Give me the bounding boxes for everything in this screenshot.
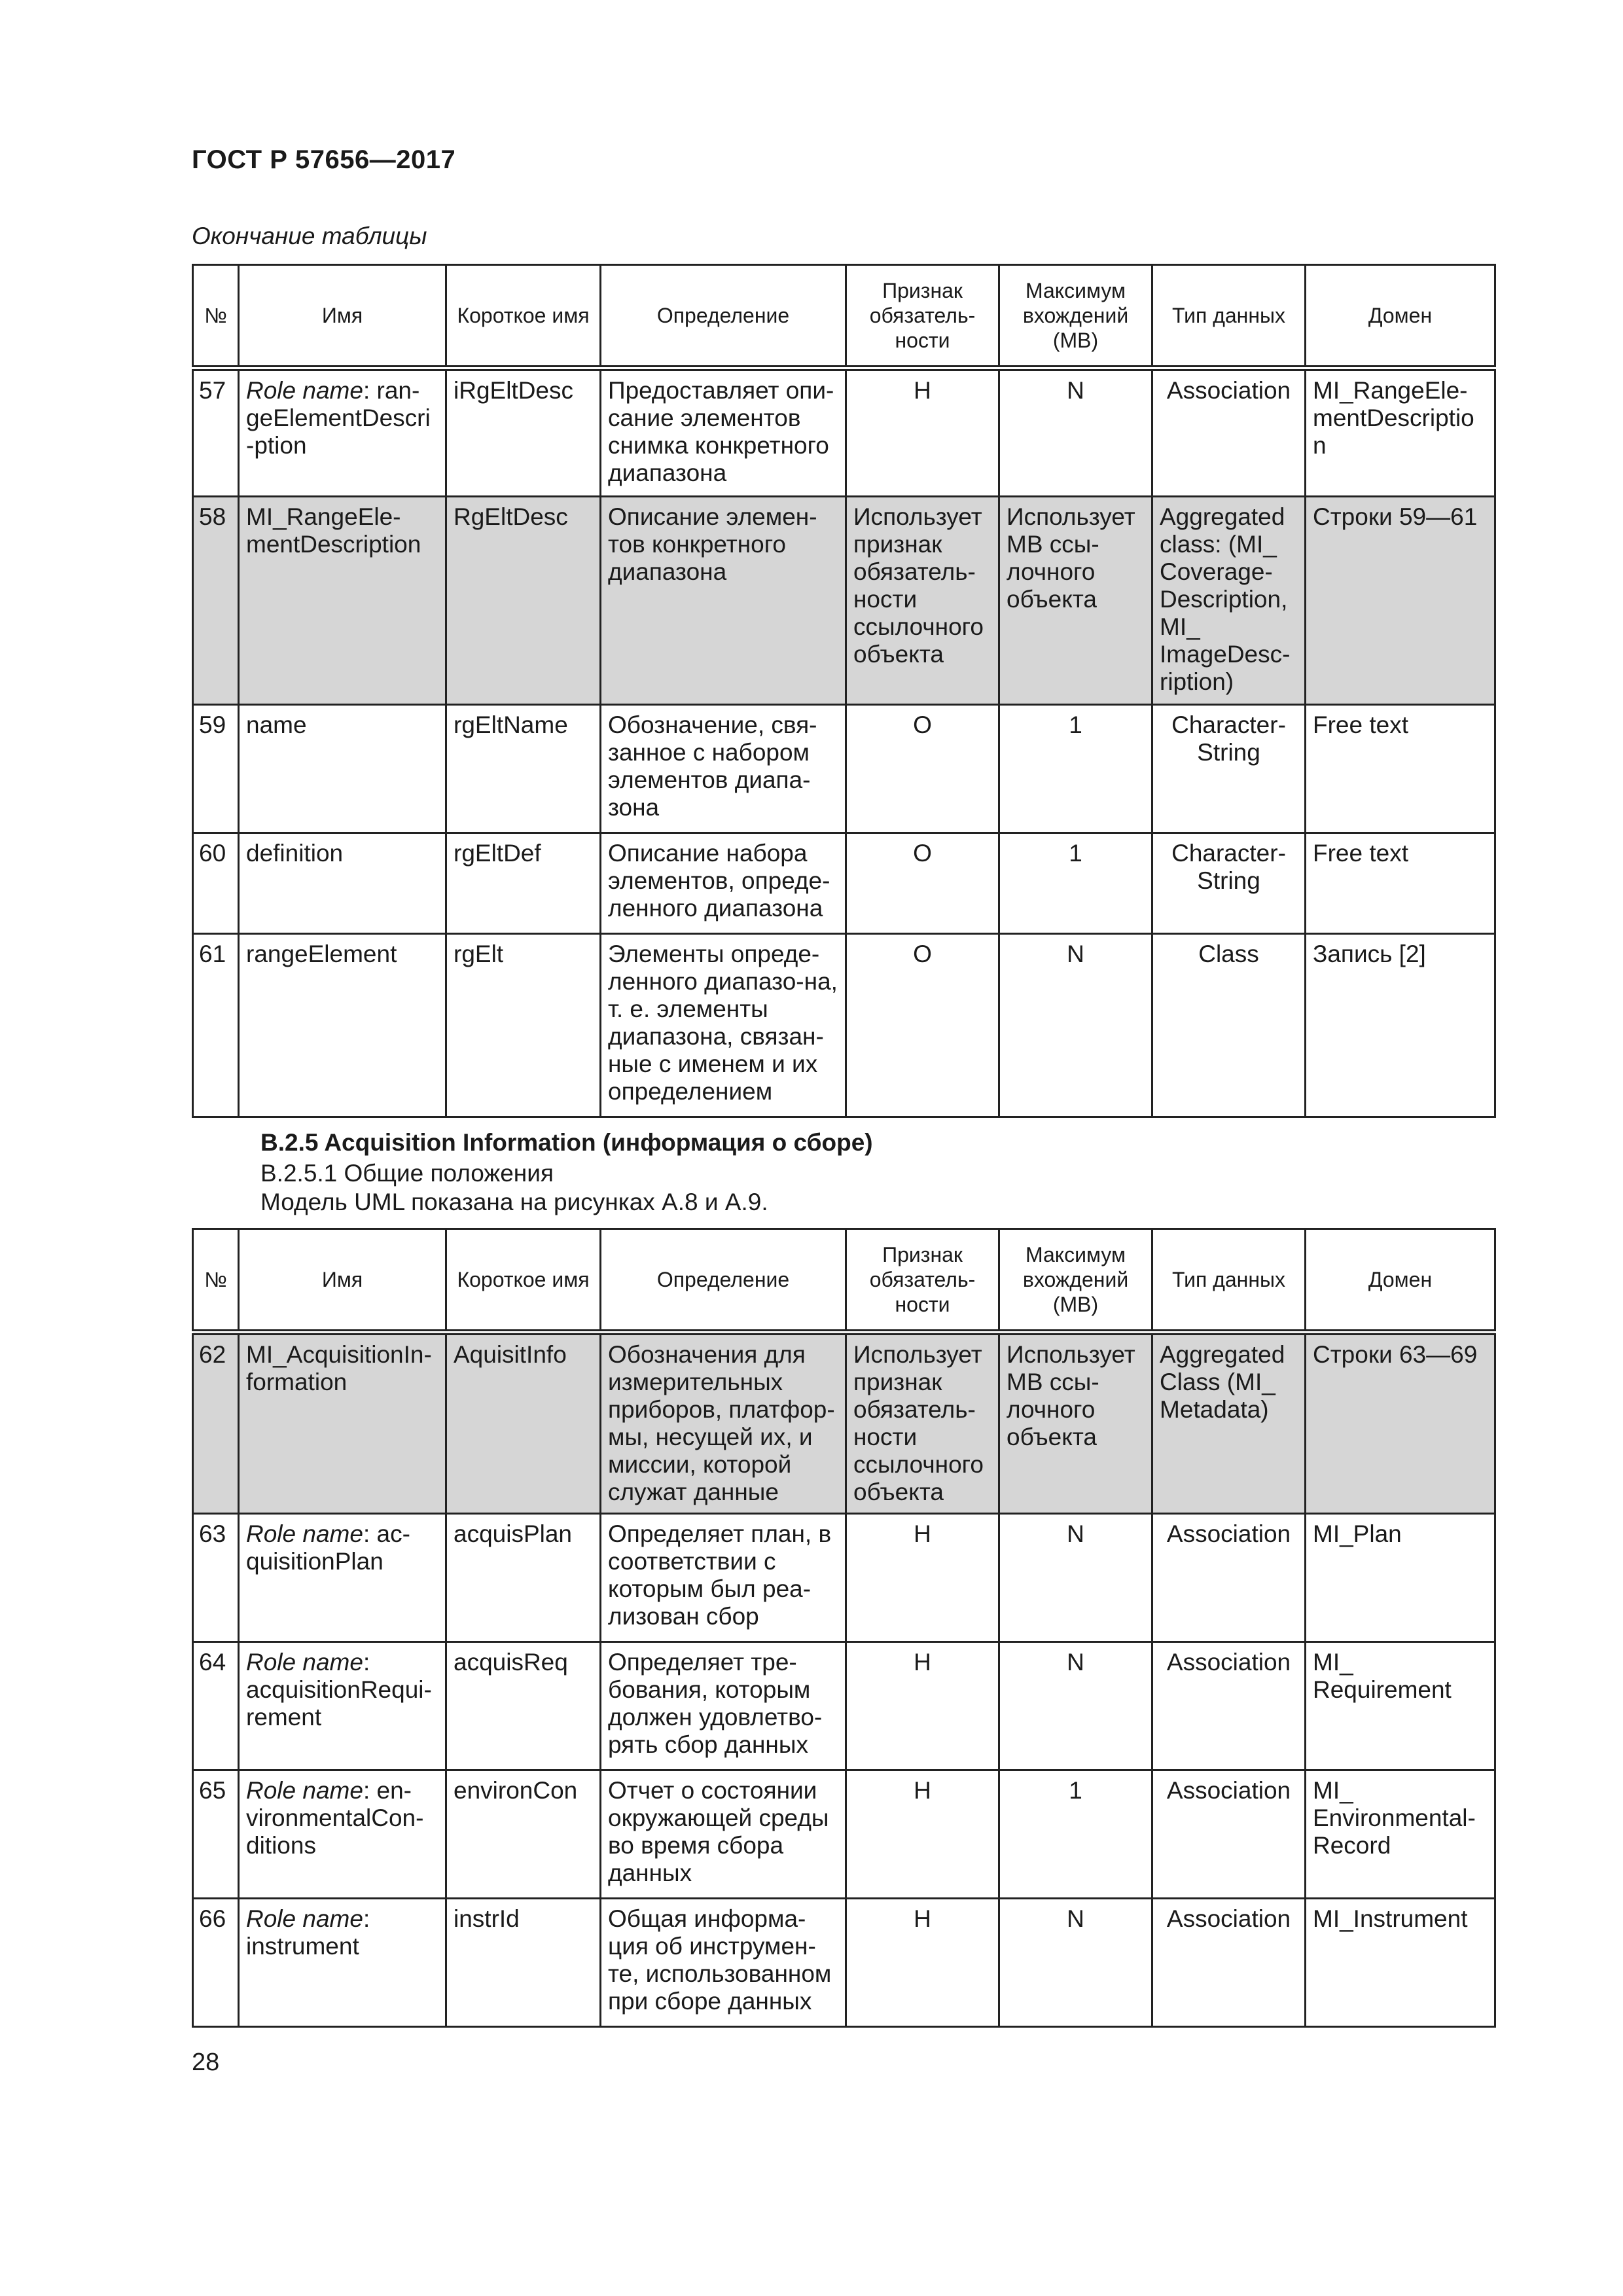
cell-definition: Определяет план, в соответствии с которым был реа-лизован сбор: [601, 1514, 846, 1642]
cell-obligation: Н: [846, 1899, 999, 2027]
cell-obligation: Н: [846, 1514, 999, 1642]
section-title: B.2.5 Acquisition Information (информация о сборе): [260, 1129, 873, 1156]
cell-domain: Free text: [1306, 705, 1495, 833]
cell-name: [239, 833, 446, 934]
cell-name: [239, 934, 446, 1117]
cell-short-name: rgElt: [446, 934, 601, 1117]
cell-num: 62: [193, 1333, 239, 1514]
cell-datatype: Association: [1152, 1642, 1306, 1770]
table-row: [193, 1899, 1495, 2027]
cell-num: 58: [193, 497, 239, 705]
cell-domain: Free text: [1306, 833, 1495, 934]
cell-max-occurrence: N: [999, 1642, 1152, 1770]
cell-obligation: О: [846, 934, 999, 1117]
cell-domain: MI_Plan: [1306, 1514, 1495, 1642]
cell-definition: Определяет тре-бования, которым должен удовлетво-рять сбор данных: [601, 1642, 846, 1770]
cell-short-name: instrId: [446, 1899, 601, 2027]
cell-max-occurrence: 1: [999, 833, 1152, 934]
cell-num: 65: [193, 1770, 239, 1899]
cell-name-prefix: Role name: [246, 1777, 363, 1804]
cell-short-name: AquisitInfo: [446, 1333, 601, 1514]
section-subtitle: B.2.5.1 Общие положения: [260, 1160, 554, 1187]
table-header-row: [193, 1229, 1495, 1333]
cell-domain: MI_RangeEle-mentDescription: [1306, 368, 1495, 497]
table-continuation: [192, 264, 1496, 1118]
cell-definition: Общая информа-ция об инструмен-те, использованном при сборе данных: [601, 1899, 846, 2027]
cell-name-prefix: Role name: [246, 1905, 363, 1932]
cell-datatype: Association: [1152, 1899, 1306, 2027]
cell-datatype: Association: [1152, 1514, 1306, 1642]
cell-max-occurrence: N: [999, 368, 1152, 497]
cell-definition: Отчет о состоянии окружающей среды во время сбора данных: [601, 1770, 846, 1899]
cell-num: 66: [193, 1899, 239, 2027]
cell-definition: Описание набора элементов, опреде-ленного диапазона: [601, 833, 846, 934]
col-header-domain: Домен: [1306, 1229, 1495, 1333]
cell-name-prefix: Role name: [246, 377, 363, 404]
cell-short-name: rgEltDef: [446, 833, 601, 934]
cell-datatype: Character-String: [1152, 705, 1306, 833]
table-row: [193, 497, 1495, 705]
cell-num: 64: [193, 1642, 239, 1770]
cell-name-rest: definition: [246, 840, 344, 867]
cell-name-rest: rangeElement: [246, 941, 397, 967]
cell-num: 61: [193, 934, 239, 1117]
cell-datatype: Aggregated Class (MI_ Metadata): [1152, 1333, 1306, 1514]
table-acquisition-information: [192, 1228, 1496, 2028]
cell-definition: Предоставляет опи-сание элементов снимка конкретного диапазона: [601, 368, 846, 497]
cell-domain: Строки 63—69: [1306, 1333, 1495, 1514]
table-row: [193, 934, 1495, 1117]
col-header-short-name: Короткое имя: [446, 1229, 601, 1333]
page-number: 28: [192, 2049, 220, 2076]
col-header-definition: Определение: [601, 265, 846, 368]
cell-max-occurrence: Использует МВ ссы-лочного объекта: [999, 1333, 1152, 1514]
cell-datatype: Class: [1152, 934, 1306, 1117]
cell-domain: Запись [2]: [1306, 934, 1495, 1117]
cell-domain: MI_ Requirement: [1306, 1642, 1495, 1770]
cell-name-rest: : instrument: [246, 1905, 370, 1960]
col-header-datatype: Тип данных: [1152, 265, 1306, 368]
cell-obligation: Использует признак обязатель-ности ссылочного объекта: [846, 1333, 999, 1514]
cell-short-name: rgEltName: [446, 705, 601, 833]
table-row: [193, 1333, 1495, 1514]
table-caption: Окончание таблицы: [192, 223, 427, 249]
cell-name: [239, 1514, 446, 1642]
cell-name: [239, 368, 446, 497]
cell-max-occurrence: Использует МВ ссы-лочного объекта: [999, 497, 1152, 705]
cell-short-name: RgEltDesc: [446, 497, 601, 705]
cell-name-prefix: Role name: [246, 1649, 363, 1676]
col-header-short-name: Короткое имя: [446, 265, 601, 368]
section-note: Модель UML показана на рисунках А.8 и А.9.: [260, 1189, 768, 1215]
cell-num: 63: [193, 1514, 239, 1642]
cell-name-rest: : acquisitionRequi-rement: [246, 1649, 432, 1731]
table-row: [193, 1514, 1495, 1642]
cell-name-rest: : ac-quisitionPlan: [246, 1520, 410, 1575]
cell-domain: Строки 59—61: [1306, 497, 1495, 705]
cell-name-rest: : en-vironmentalCon-ditions: [246, 1777, 424, 1859]
table-row: [193, 705, 1495, 833]
col-header-domain: Домен: [1306, 265, 1495, 368]
cell-obligation: Н: [846, 368, 999, 497]
cell-obligation: О: [846, 833, 999, 934]
cell-max-occurrence: N: [999, 1514, 1152, 1642]
cell-domain: MI_Instrument: [1306, 1899, 1495, 2027]
col-header-name: Имя: [239, 265, 446, 368]
table-row: [193, 368, 1495, 497]
col-header-num: №: [193, 265, 239, 368]
col-header-obligation: Признак обязатель-ности: [846, 265, 999, 368]
cell-name: [239, 1333, 446, 1514]
cell-definition: Элементы опреде-ленного диапазо-на, т. е. элементы диапазона, связан-ные с именем и их определением: [601, 934, 846, 1117]
cell-name-rest: name: [246, 711, 307, 738]
col-header-max-occurrence: Максимум вхождений (МВ): [999, 265, 1152, 368]
cell-name: [239, 497, 446, 705]
cell-datatype: Association: [1152, 1770, 1306, 1899]
cell-max-occurrence: 1: [999, 705, 1152, 833]
cell-num: 59: [193, 705, 239, 833]
cell-datatype: Association: [1152, 368, 1306, 497]
table-header-row: [193, 265, 1495, 368]
col-header-max-occurrence: Максимум вхождений (МВ): [999, 1229, 1152, 1333]
cell-max-occurrence: 1: [999, 1770, 1152, 1899]
col-header-name: Имя: [239, 1229, 446, 1333]
cell-datatype: Character-String: [1152, 833, 1306, 934]
cell-name-prefix: Role name: [246, 1520, 363, 1547]
cell-short-name: environCon: [446, 1770, 601, 1899]
cell-name: [239, 1770, 446, 1899]
cell-short-name: acquisReq: [446, 1642, 601, 1770]
table-row: [193, 833, 1495, 934]
cell-name: [239, 1642, 446, 1770]
cell-name: [239, 705, 446, 833]
cell-definition: Обозначение, свя-занное с набором элементов диапа-зона: [601, 705, 846, 833]
col-header-num: №: [193, 1229, 239, 1333]
cell-obligation: О: [846, 705, 999, 833]
cell-num: 60: [193, 833, 239, 934]
col-header-obligation: Признак обязатель-ности: [846, 1229, 999, 1333]
table-row: [193, 1770, 1495, 1899]
cell-obligation: Н: [846, 1642, 999, 1770]
cell-obligation: Использует признак обязатель-ности ссылочного объекта: [846, 497, 999, 705]
cell-datatype: Aggregated class: (MI_ Coverage-Description, MI_ ImageDesc-ription): [1152, 497, 1306, 705]
col-header-definition: Определение: [601, 1229, 846, 1333]
cell-short-name: iRgEltDesc: [446, 368, 601, 497]
cell-obligation: Н: [846, 1770, 999, 1899]
cell-num: 57: [193, 368, 239, 497]
cell-short-name: acquisPlan: [446, 1514, 601, 1642]
cell-max-occurrence: N: [999, 934, 1152, 1117]
cell-max-occurrence: N: [999, 1899, 1152, 2027]
cell-name-rest: : ran-geElementDescri-ption: [246, 377, 431, 459]
cell-name-rest: MI_RangeEle-mentDescription: [246, 503, 421, 558]
cell-definition: Обозначения для измерительных приборов, платфор-мы, несущей их, и миссии, которой служат данные: [601, 1333, 846, 1514]
cell-name: [239, 1899, 446, 2027]
table-row: [193, 1642, 1495, 1770]
cell-domain: MI_ Environmental-Record: [1306, 1770, 1495, 1899]
cell-name-rest: MI_AcquisitionIn-formation: [246, 1341, 432, 1395]
cell-definition: Описание элемен-тов конкретного диапазона: [601, 497, 846, 705]
document-header: ГОСТ Р 57656—2017: [192, 145, 456, 174]
col-header-datatype: Тип данных: [1152, 1229, 1306, 1333]
